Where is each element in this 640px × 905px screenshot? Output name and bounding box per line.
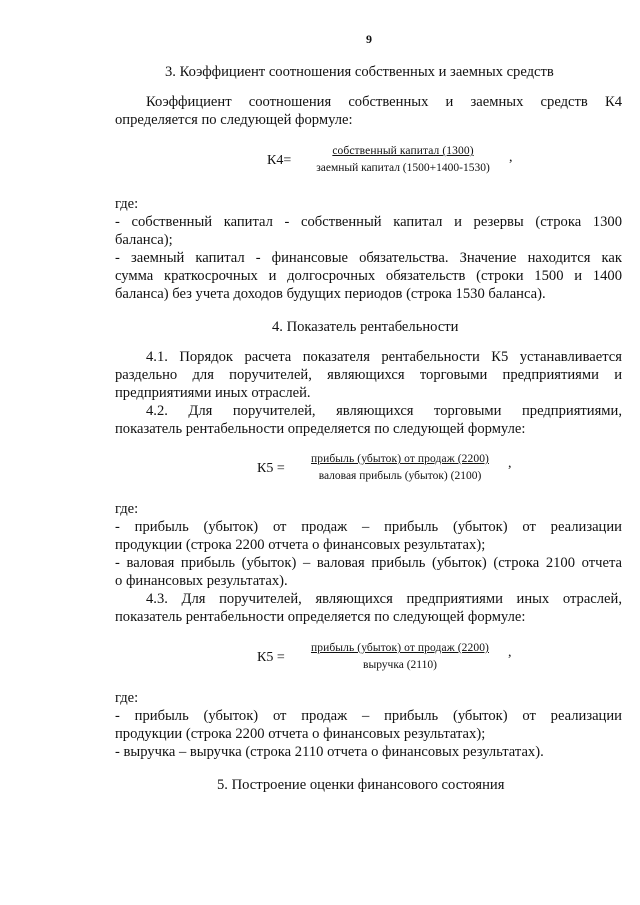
section-4-p41-line1: 4.1. Порядок расчета показателя рентабельности К5 устанавливается bbox=[146, 349, 622, 365]
section-3-def1-line1: - собственный капитал - собственный капитал и резервы (строка 1300 bbox=[115, 214, 622, 230]
section-3-def2-line1: - заемный капитал - финансовые обязательства. Значение находится как bbox=[115, 250, 622, 266]
section-4-p43-line2: показатель рентабельности определяется по следующей формуле: bbox=[115, 609, 526, 625]
section-4-p41-line2: раздельно для поручителей, являющихся торговыми предприятиями и bbox=[115, 367, 622, 383]
formula-k4-denominator: заемный капитал (1500+1400-1530) bbox=[316, 162, 490, 174]
formula-k5a-name: К5 = bbox=[257, 461, 285, 476]
section-4-def2-line1: - валовая прибыль (убыток) – валовая прибыль (убыток) (строка 2100 отчета bbox=[115, 555, 622, 571]
section-4-def1-line2: продукции (строка 2200 отчета о финансовых результатах); bbox=[115, 537, 486, 553]
section-4-def3-line2: продукции (строка 2200 отчета о финансовых результатах); bbox=[115, 726, 486, 742]
section-4-def3-line1: - прибыль (убыток) от продаж – прибыль (убыток) от реализации bbox=[115, 708, 622, 724]
section-4-heading: 4. Показатель рентабельности bbox=[272, 319, 459, 335]
formula-k4-name: К4= bbox=[267, 153, 292, 168]
section-3-intro-line2: определяется по следующей формуле: bbox=[115, 112, 353, 128]
section-4-where1: где: bbox=[115, 501, 139, 517]
formula-k5b-name: К5 = bbox=[257, 650, 285, 665]
formula-k5b-comma: , bbox=[508, 645, 512, 660]
formula-k5b-denominator: выручка (2110) bbox=[363, 659, 437, 671]
formula-k4-comma: , bbox=[509, 150, 513, 165]
section-3-where: где: bbox=[115, 196, 139, 212]
formula-k4-numerator: собственный капитал (1300) bbox=[332, 145, 474, 157]
formula-k5a-fraction bbox=[294, 453, 506, 483]
formula-k5a-denominator: валовая прибыль (убыток) (2100) bbox=[318, 470, 482, 482]
section-3-def2-line2: сумма краткосрочных и долгосрочных обязательств (строки 1500 и 1400 bbox=[115, 268, 622, 284]
section-4-p42-line1: 4.2. Для поручителей, являющихся торговыми предприятиями, bbox=[146, 403, 622, 419]
formula-k5b-numerator: прибыль (убыток) от продаж (2200) bbox=[311, 642, 489, 654]
section-4-where2: где: bbox=[115, 690, 139, 706]
section-3-def2-line3: баланса) без учета доходов будущих периодов (строка 1530 баланса). bbox=[115, 286, 546, 302]
section-3-def1-line2: баланса); bbox=[115, 232, 173, 248]
section-4-def1-line1: - прибыль (убыток) от продаж – прибыль (убыток) от реализации bbox=[115, 519, 622, 535]
section-4-def2-line2: о финансовых результатах). bbox=[115, 573, 288, 589]
section-4-p41-line3: предприятиями иных отраслей. bbox=[115, 385, 311, 401]
page-number: 9 bbox=[366, 32, 372, 46]
formula-k5b-fraction bbox=[294, 642, 506, 672]
section-5-heading: 5. Построение оценки финансового состояния bbox=[217, 777, 505, 793]
section-3-intro-line1: Коэффициент соотношения собственных и заемных средств К4 bbox=[146, 94, 622, 110]
section-4-p43-line1: 4.3. Для поручителей, являющихся предприятиями иных отраслей, bbox=[146, 591, 622, 607]
section-4-p42-line2: показатель рентабельности определяется по следующей формуле: bbox=[115, 421, 526, 437]
formula-k5a-numerator: прибыль (убыток) от продаж (2200) bbox=[311, 453, 489, 465]
formula-k5a-comma: , bbox=[508, 456, 512, 471]
formula-k4-fraction bbox=[300, 145, 506, 175]
section-3-heading: 3. Коэффициент соотношения собственных и заемных средств bbox=[165, 64, 554, 80]
section-4-def4-line1: - выручка – выручка (строка 2110 отчета о финансовых результатах). bbox=[115, 744, 544, 760]
